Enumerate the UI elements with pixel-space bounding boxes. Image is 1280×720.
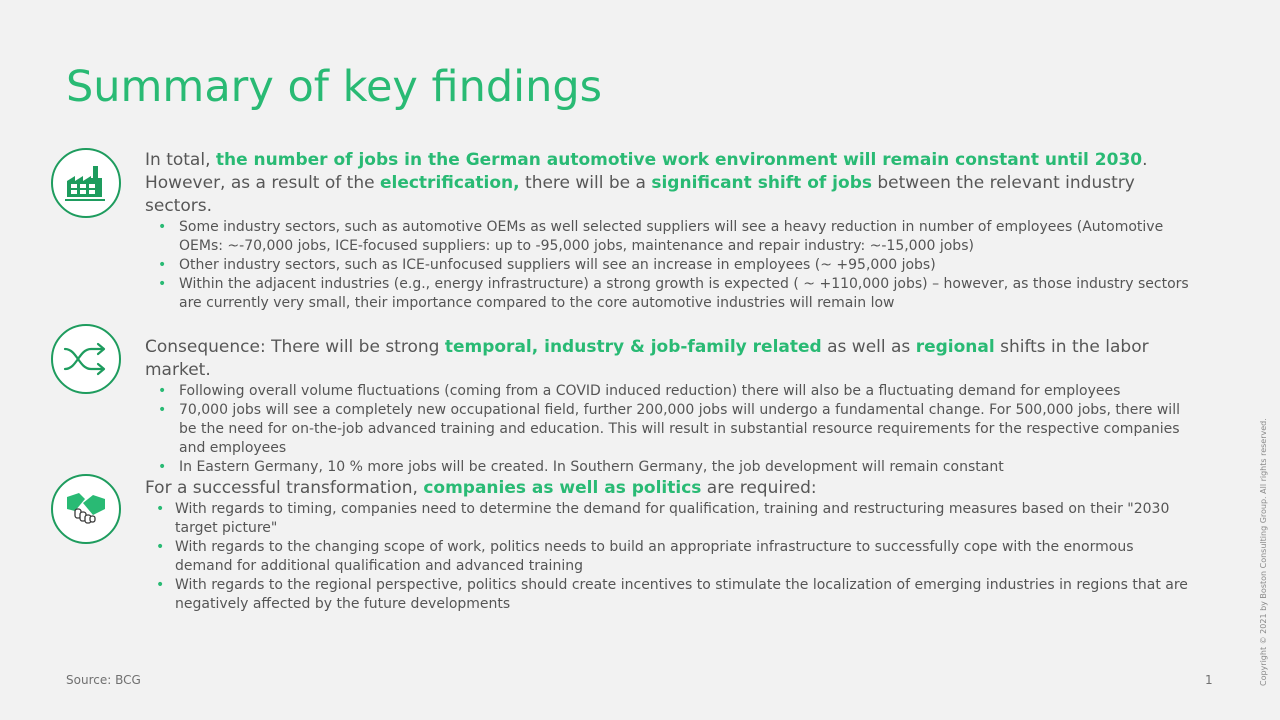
bullet-item: • In Eastern Germany, 10 % more jobs will be created. In Southern Germany, the job development will remain constant bbox=[145, 458, 1195, 477]
bullet-item: • 70,000 jobs will see a completely new occupational field, further 200,000 jobs will undergo a fundamental change. For 500,000 jobs, there will be the need for on-the-job advanced training and education. This will result in substantial resource requirements for the respective companies and employees bbox=[145, 401, 1195, 458]
page-title: Summary of key findings bbox=[66, 62, 603, 112]
bullet-item: • Some industry sectors, such as automotive OEMs as well selected suppliers will see a heavy reduction in number of employees (Automotive OEMs: ~-70,000 jobs, ICE-focused suppliers: up to -95,000 jobs, maintenance and repair industry: ~-15,000 jobs) bbox=[145, 218, 1195, 256]
section-lead: In total, the number of jobs in the German automotive work environment will remain constant until 2030. However, as a result of the electrification, there will be a significant shift of jobs between the relevant industry sectors. bbox=[145, 150, 1148, 216]
bullet-item: • Within the adjacent industries (e.g., energy infrastructure) a strong growth is expected ( ~ +110,000 jobs) – however, as those industry sectors are currently very small, their importance compared to the core automotive industries will remain low bbox=[145, 275, 1195, 313]
section-lead: Consequence: There will be strong temporal, industry & job-family related as well as regional shifts in the labor market. bbox=[145, 337, 1149, 380]
bullet-list bbox=[145, 382, 1195, 477]
factory-icon bbox=[51, 148, 121, 218]
copyright-notice: Copyright © 2021 by Boston Consulting Group. All rights reserved. bbox=[1259, 418, 1268, 686]
findings-section-jobs bbox=[145, 149, 1195, 313]
source-note: Source: BCG bbox=[66, 673, 141, 687]
section-lead: For a successful transformation, companies as well as politics are required: bbox=[145, 478, 817, 498]
bullet-item: • Following overall volume fluctuations (coming from a COVID induced reduction) there will also be a fluctuating demand for employees bbox=[145, 382, 1195, 401]
shuffle-arrows-icon bbox=[51, 324, 121, 394]
bullet-item: • With regards to the regional perspective, politics should create incentives to stimulate the localization of emerging industries in regions that are negatively affected by the future developments bbox=[145, 576, 1195, 614]
handshake-icon bbox=[51, 474, 121, 544]
bullet-list bbox=[145, 218, 1195, 313]
bullet-list bbox=[145, 500, 1195, 614]
bullet-item: • Other industry sectors, such as ICE-unfocused suppliers will see an increase in employees (~ +95,000 jobs) bbox=[145, 256, 1195, 275]
bullet-item: • With regards to the changing scope of work, politics needs to build an appropriate infrastructure to successfully cope with the enormous demand for additional qualification and advanced training bbox=[145, 538, 1195, 576]
page-number: 1 bbox=[1205, 673, 1213, 687]
bullet-item: • With regards to timing, companies need to determine the demand for qualification, training and restructuring measures based on their "2030 target picture" bbox=[145, 500, 1195, 538]
findings-section-consequence bbox=[145, 336, 1195, 477]
findings-section-transformation bbox=[145, 477, 1195, 614]
